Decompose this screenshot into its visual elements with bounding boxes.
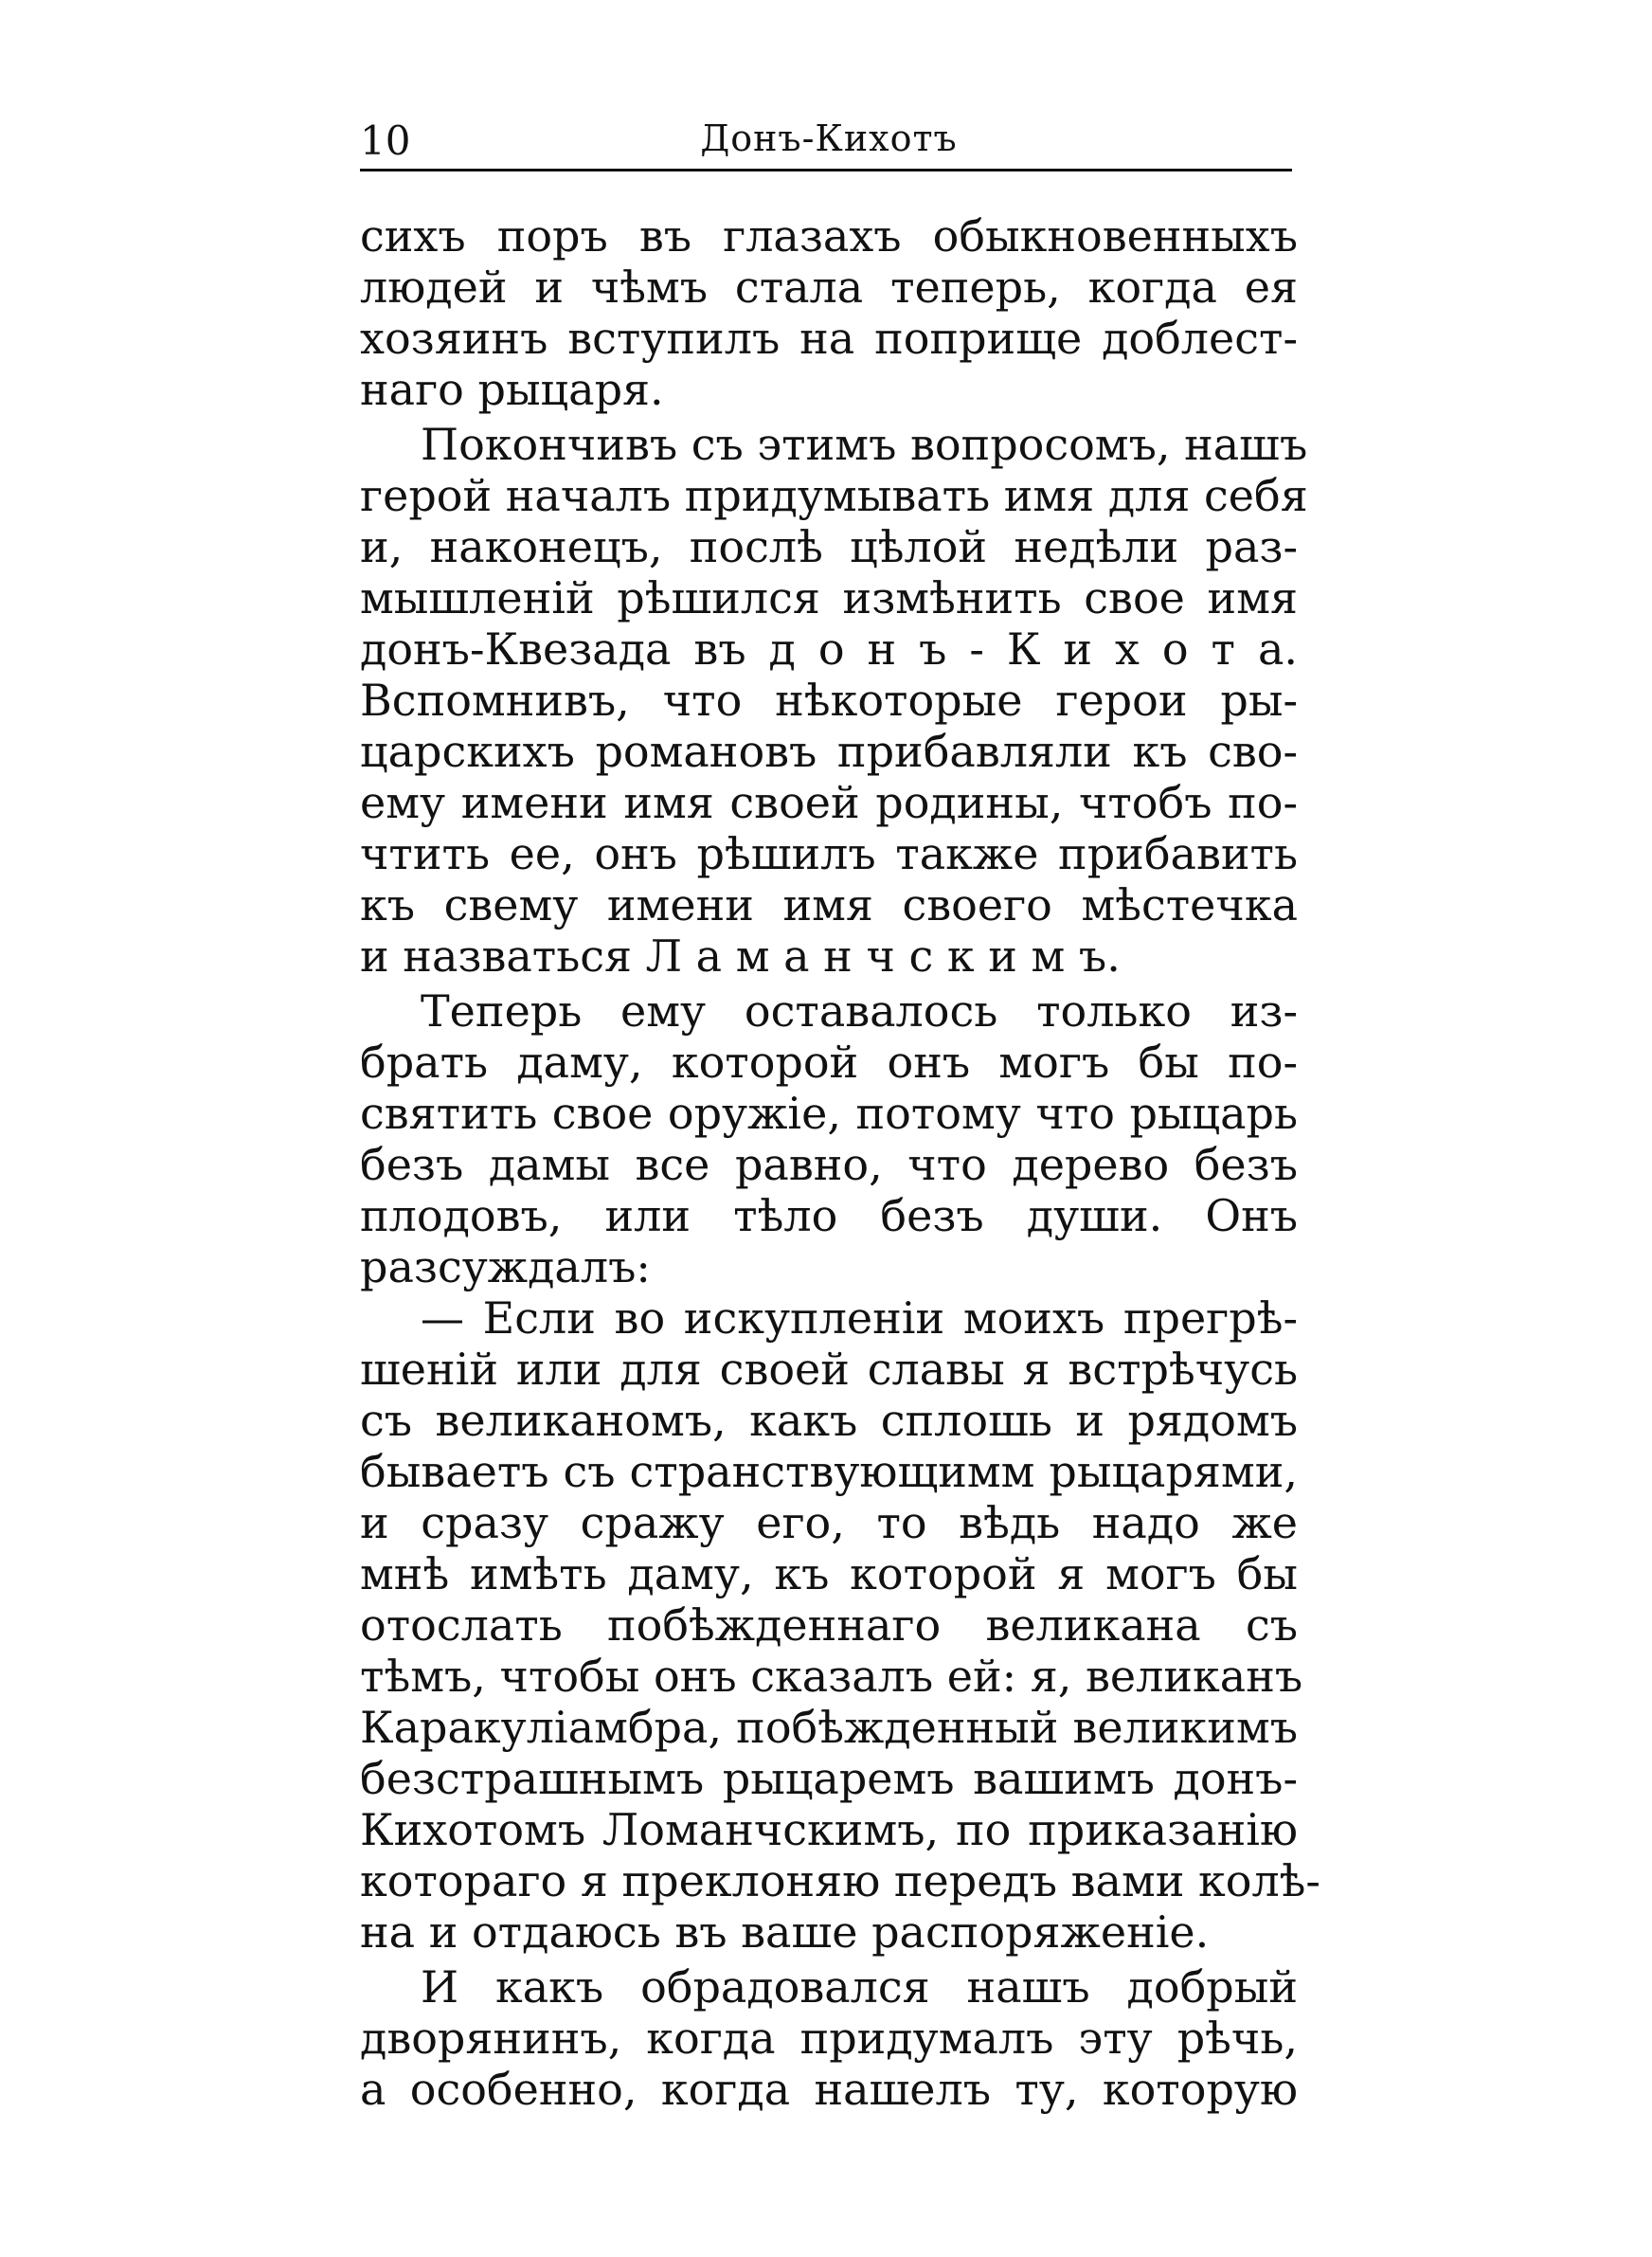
text-line: И какъ обрадовался нашъ добрый <box>421 1961 1298 2013</box>
text-line: отослать побѣжденнаго великана съ <box>360 1599 1298 1651</box>
text-line: и сразу сражу его, то вѣдь надо же <box>360 1497 1298 1548</box>
body-text <box>360 210 1320 2115</box>
page-header <box>360 95 1298 165</box>
text-line: шеній или для своей славы я встрѣчусь <box>360 1344 1298 1395</box>
text-line: святить свое оружіе, потому что рыцарь <box>360 1088 1298 1139</box>
text-line: донъ-Квезада въ д о н ъ - К и х о т а. <box>360 623 1298 675</box>
text-line: и, наконецъ, послѣ цѣлой недѣли раз- <box>360 521 1298 572</box>
text-line: брать даму, которой онъ могъ бы по- <box>360 1037 1298 1088</box>
text-line: безъ дамы все равно, что дерево безъ <box>360 1139 1298 1190</box>
text-line: Теперь ему оставалось только из- <box>421 985 1298 1037</box>
page-number: 10 <box>360 117 411 164</box>
text-line: разсуждалъ: <box>360 1241 651 1292</box>
header-rule <box>360 169 1292 172</box>
text-line: людей и чѣмъ стала теперь, когда ея <box>360 262 1298 313</box>
text-line: Каракуліамбра, побѣжденный великимъ <box>360 1702 1298 1753</box>
text-line: — Если во искупленіи моихъ прегрѣ- <box>421 1292 1298 1344</box>
text-line: тѣмъ, чтобы онъ сказалъ ей: я, великанъ <box>360 1651 1303 1702</box>
text-line: Кихотомъ Ломанчскимъ, по приказанію <box>360 1804 1298 1855</box>
text-line: дворянинъ, когда придумалъ эту рѣчь, <box>360 2013 1298 2064</box>
text-line: котораго я преклоняю передъ вами колѣ- <box>360 1855 1320 1906</box>
text-line: царскихъ романовъ прибавляли къ сво- <box>360 726 1298 777</box>
text-line: и назваться Л а м а н ч с к и м ъ. <box>360 930 1121 982</box>
text-line: мнѣ имѣть даму, къ которой я могъ бы <box>360 1548 1298 1599</box>
text-line: на и отдаюсь въ ваше распоряженіе. <box>360 1906 1210 1958</box>
text-line: безстрашнымъ рыцаремъ вашимъ донъ- <box>360 1753 1298 1804</box>
text-line: герой началъ придумывать имя для себя <box>360 470 1308 521</box>
text-line: сихъ поръ въ глазахъ обыкновенныхъ <box>360 210 1298 262</box>
text-line: Вспомнивъ, что нѣкоторые герои ры- <box>360 675 1298 726</box>
text-line: бываетъ съ странствующимм рыцарями, <box>360 1446 1298 1497</box>
text-line: а особенно, когда нашелъ ту, которую <box>360 2064 1298 2115</box>
running-title: Донъ-Кихотъ <box>700 117 958 159</box>
text-line: наго рыцаря. <box>360 364 664 415</box>
text-line: хозяинъ вступилъ на поприще доблест- <box>360 313 1298 364</box>
text-line: чтить ее, онъ рѣшилъ также прибавить <box>360 828 1298 879</box>
text-line: ему имени имя своей родины, чтобъ по- <box>360 777 1298 828</box>
text-line: Покончивъ съ этимъ вопросомъ, нашъ <box>421 419 1308 470</box>
book-page <box>360 95 1320 2115</box>
text-line: къ свему имени имя своего мѣстечка <box>360 879 1298 930</box>
text-line: мышленій рѣшился измѣнить свое имя <box>360 572 1298 623</box>
text-line: съ великаномъ, какъ сплошь и рядомъ <box>360 1395 1298 1446</box>
text-line: плодовъ, или тѣло безъ души. Онъ <box>360 1190 1298 1241</box>
